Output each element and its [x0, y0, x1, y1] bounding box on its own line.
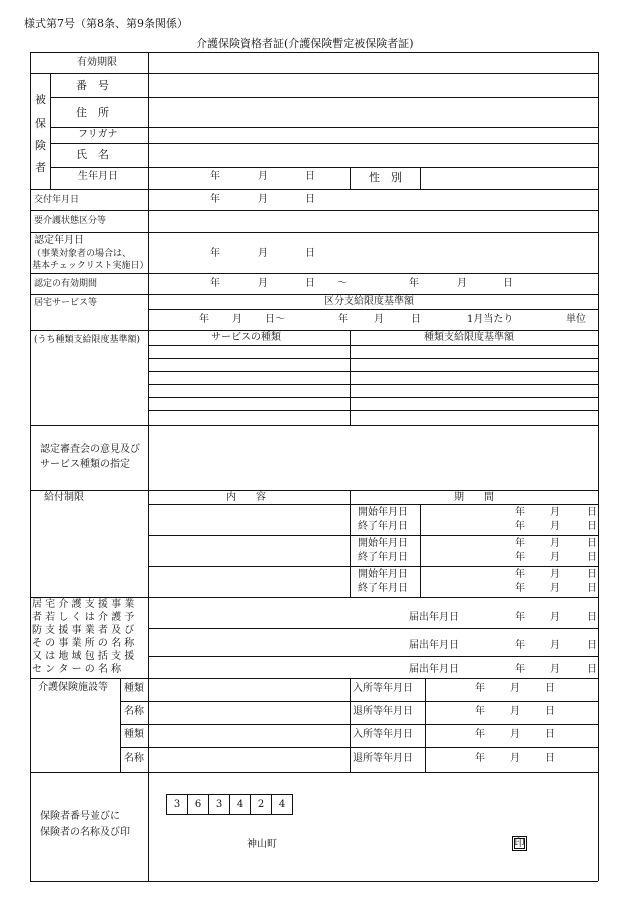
- home-service-label: 居宅サービス等: [34, 298, 98, 308]
- number-label: 番 号: [76, 79, 109, 92]
- seal-icon: 印: [512, 836, 527, 851]
- fc-y-4: 年: [475, 753, 485, 764]
- kind-limit-amount-header: 種類支給限度基準額: [424, 332, 514, 343]
- kind-limit-label: (うち種類支給限度基準額): [34, 335, 141, 345]
- cert-date-note-1: （事業対象者の場合は、: [32, 249, 132, 259]
- nd-d-2: 日: [587, 640, 597, 651]
- bl-m-1: 月: [550, 507, 560, 518]
- notify-date-label-1: 届出年月日: [409, 612, 459, 623]
- support-office-line-6: セ ン タ ー の 名 称: [32, 664, 122, 675]
- nd-y-2: 年: [515, 640, 525, 651]
- sex-label: 性 別: [369, 171, 402, 184]
- insurer-number-digit-3: 3: [208, 794, 230, 815]
- notify-date-label-2: 届出年月日: [409, 640, 459, 651]
- form-number: 様式第7号（第8条、第9条関係）: [24, 17, 188, 30]
- insured-char-3: 険: [35, 139, 46, 152]
- fc-m-2: 月: [510, 706, 520, 717]
- benefit-limit-label: 給付制限: [44, 492, 84, 503]
- care-level-label: 要介護状態区分等: [34, 216, 107, 226]
- cert-year-unit: 年: [210, 248, 220, 259]
- bl-d-5: 日: [587, 569, 597, 580]
- cert-date-label: 認定年月日: [34, 235, 84, 246]
- form-title: 介護保険資格者証(介護保険暫定被保険者証): [196, 37, 414, 50]
- birth-date-label: 生年月日: [78, 171, 118, 182]
- nd-y-1: 年: [515, 612, 525, 623]
- limit-from-year-unit: 年: [199, 314, 209, 325]
- facility-kind-label-2: 種類: [124, 729, 144, 740]
- discharge-date-label-1: 退所等年月日: [353, 706, 413, 717]
- valid-to-day-unit: 日: [503, 278, 513, 289]
- admission-date-label-1: 入所等年月日: [353, 683, 413, 694]
- valid-to-month-unit: 月: [457, 278, 467, 289]
- bl-d-4: 日: [587, 552, 597, 563]
- facility-label: 介護保険施設等: [38, 682, 108, 693]
- insurer-name: 神山町: [247, 839, 277, 850]
- valid-from-year-unit: 年: [210, 278, 220, 289]
- issue-year-unit: 年: [210, 194, 220, 205]
- issue-date-label: 交付年月日: [34, 195, 80, 205]
- limit-from-month-unit: 月: [232, 314, 242, 325]
- validity-period-label: 有効期限: [77, 57, 117, 68]
- bl-y-5: 年: [515, 569, 525, 580]
- fc-d-1: 日: [545, 683, 555, 694]
- insurer-number-digit-4: 4: [229, 794, 251, 815]
- insured-char-1: 被: [35, 93, 46, 106]
- bl-m-3: 月: [550, 538, 560, 549]
- cert-month-unit: 月: [258, 248, 268, 259]
- discharge-date-label-2: 退所等年月日: [353, 753, 413, 764]
- limit-basis-label: 区分支給限度基準額: [324, 296, 414, 307]
- bl-y-6: 年: [515, 583, 525, 594]
- fc-y-2: 年: [475, 706, 485, 717]
- fc-y-1: 年: [475, 683, 485, 694]
- insurer-number-digit-5: 2: [250, 794, 272, 815]
- cert-date-note-2: 基本チェックリスト実施日）: [32, 261, 149, 271]
- opinion-label-1: 認定審査会の意見及び: [40, 444, 140, 455]
- bl-d-3: 日: [587, 538, 597, 549]
- furigana-label: フリガナ: [78, 129, 118, 140]
- issue-day-unit: 日: [305, 194, 315, 205]
- fc-m-1: 月: [510, 683, 520, 694]
- opinion-label-2: サービス種類の指定: [40, 459, 130, 470]
- nd-y-3: 年: [515, 664, 525, 675]
- nd-m-3: 月: [550, 664, 560, 675]
- address-label: 住 所: [76, 106, 109, 119]
- support-office-line-1: 居 宅 介 護 支 援 事 業: [32, 599, 135, 610]
- insurer-number-digit-2: 6: [187, 794, 209, 815]
- start-date-label-3: 開始年月日: [358, 569, 408, 580]
- unit-label: 単位: [566, 314, 586, 325]
- fc-y-3: 年: [475, 729, 485, 740]
- limit-to-month-unit: 月: [374, 314, 384, 325]
- insurer-number-digit-6: 4: [271, 794, 293, 815]
- fc-d-4: 日: [545, 753, 555, 764]
- insured-char-4: 者: [35, 161, 46, 174]
- facility-kind-label-1: 種類: [124, 683, 144, 694]
- facility-name-label-1: 名称: [124, 706, 144, 717]
- admission-date-label-2: 入所等年月日: [353, 729, 413, 740]
- support-office-line-5: 又 は 地 域 包 括 支 援: [32, 651, 135, 662]
- bl-m-6: 月: [550, 583, 560, 594]
- end-date-label-3: 終了年月日: [358, 583, 408, 594]
- bl-m-5: 月: [550, 569, 560, 580]
- name-label: 氏 名: [76, 148, 109, 161]
- cert-day-unit: 日: [305, 248, 315, 259]
- start-date-label-2: 開始年月日: [358, 538, 408, 549]
- insurer-label-1: 保険者番号並びに: [40, 811, 120, 822]
- support-office-line-4: そ の 事 業 所 の 名 称: [32, 638, 135, 649]
- content-header: 内 容: [226, 492, 266, 503]
- valid-tilde: ～: [337, 278, 347, 289]
- fc-d-3: 日: [545, 729, 555, 740]
- bl-m-4: 月: [550, 552, 560, 563]
- cert-valid-label: 認定の有効期間: [34, 279, 98, 289]
- bl-d-1: 日: [587, 507, 597, 518]
- valid-to-year-unit: 年: [409, 278, 419, 289]
- bl-d-6: 日: [587, 583, 597, 594]
- fc-d-2: 日: [545, 706, 555, 717]
- support-office-line-3: 防 支 援 事 業 者 及 び: [32, 625, 135, 636]
- nd-m-1: 月: [550, 612, 560, 623]
- bl-y-2: 年: [515, 521, 525, 532]
- valid-from-day-unit: 日: [305, 278, 315, 289]
- nd-d-1: 日: [587, 612, 597, 623]
- period-header: 期 間: [454, 492, 494, 503]
- birth-day-unit: 日: [305, 171, 315, 182]
- insurer-number-digit-1: 3: [166, 794, 188, 815]
- end-date-label-2: 終了年月日: [358, 552, 408, 563]
- insurer-label-2: 保険者の名称及び印: [40, 827, 130, 838]
- end-date-label-1: 終了年月日: [358, 521, 408, 532]
- bl-y-3: 年: [515, 538, 525, 549]
- support-office-line-2: 者 若 し く は 介 護 予: [32, 612, 135, 623]
- notify-date-label-3: 届出年月日: [409, 664, 459, 675]
- facility-name-label-2: 名称: [124, 753, 144, 764]
- nd-m-2: 月: [550, 640, 560, 651]
- bl-d-2: 日: [587, 521, 597, 532]
- bl-y-4: 年: [515, 552, 525, 563]
- service-kind-header: サービスの種類: [211, 332, 281, 343]
- valid-from-month-unit: 月: [258, 278, 268, 289]
- limit-to-year-unit: 年: [338, 314, 348, 325]
- nd-d-3: 日: [587, 664, 597, 675]
- insured-char-2: 保: [35, 117, 46, 130]
- bl-y-1: 年: [515, 507, 525, 518]
- per-month-label: 1月当たり: [467, 314, 514, 325]
- birth-month-unit: 月: [258, 171, 268, 182]
- fc-m-3: 月: [510, 729, 520, 740]
- limit-to-day-unit: 日: [411, 314, 421, 325]
- bl-m-2: 月: [550, 521, 560, 532]
- limit-from-day-unit: 日～: [265, 314, 285, 325]
- fc-m-4: 月: [510, 753, 520, 764]
- issue-month-unit: 月: [258, 194, 268, 205]
- start-date-label-1: 開始年月日: [358, 507, 408, 518]
- birth-year-unit: 年: [210, 171, 220, 182]
